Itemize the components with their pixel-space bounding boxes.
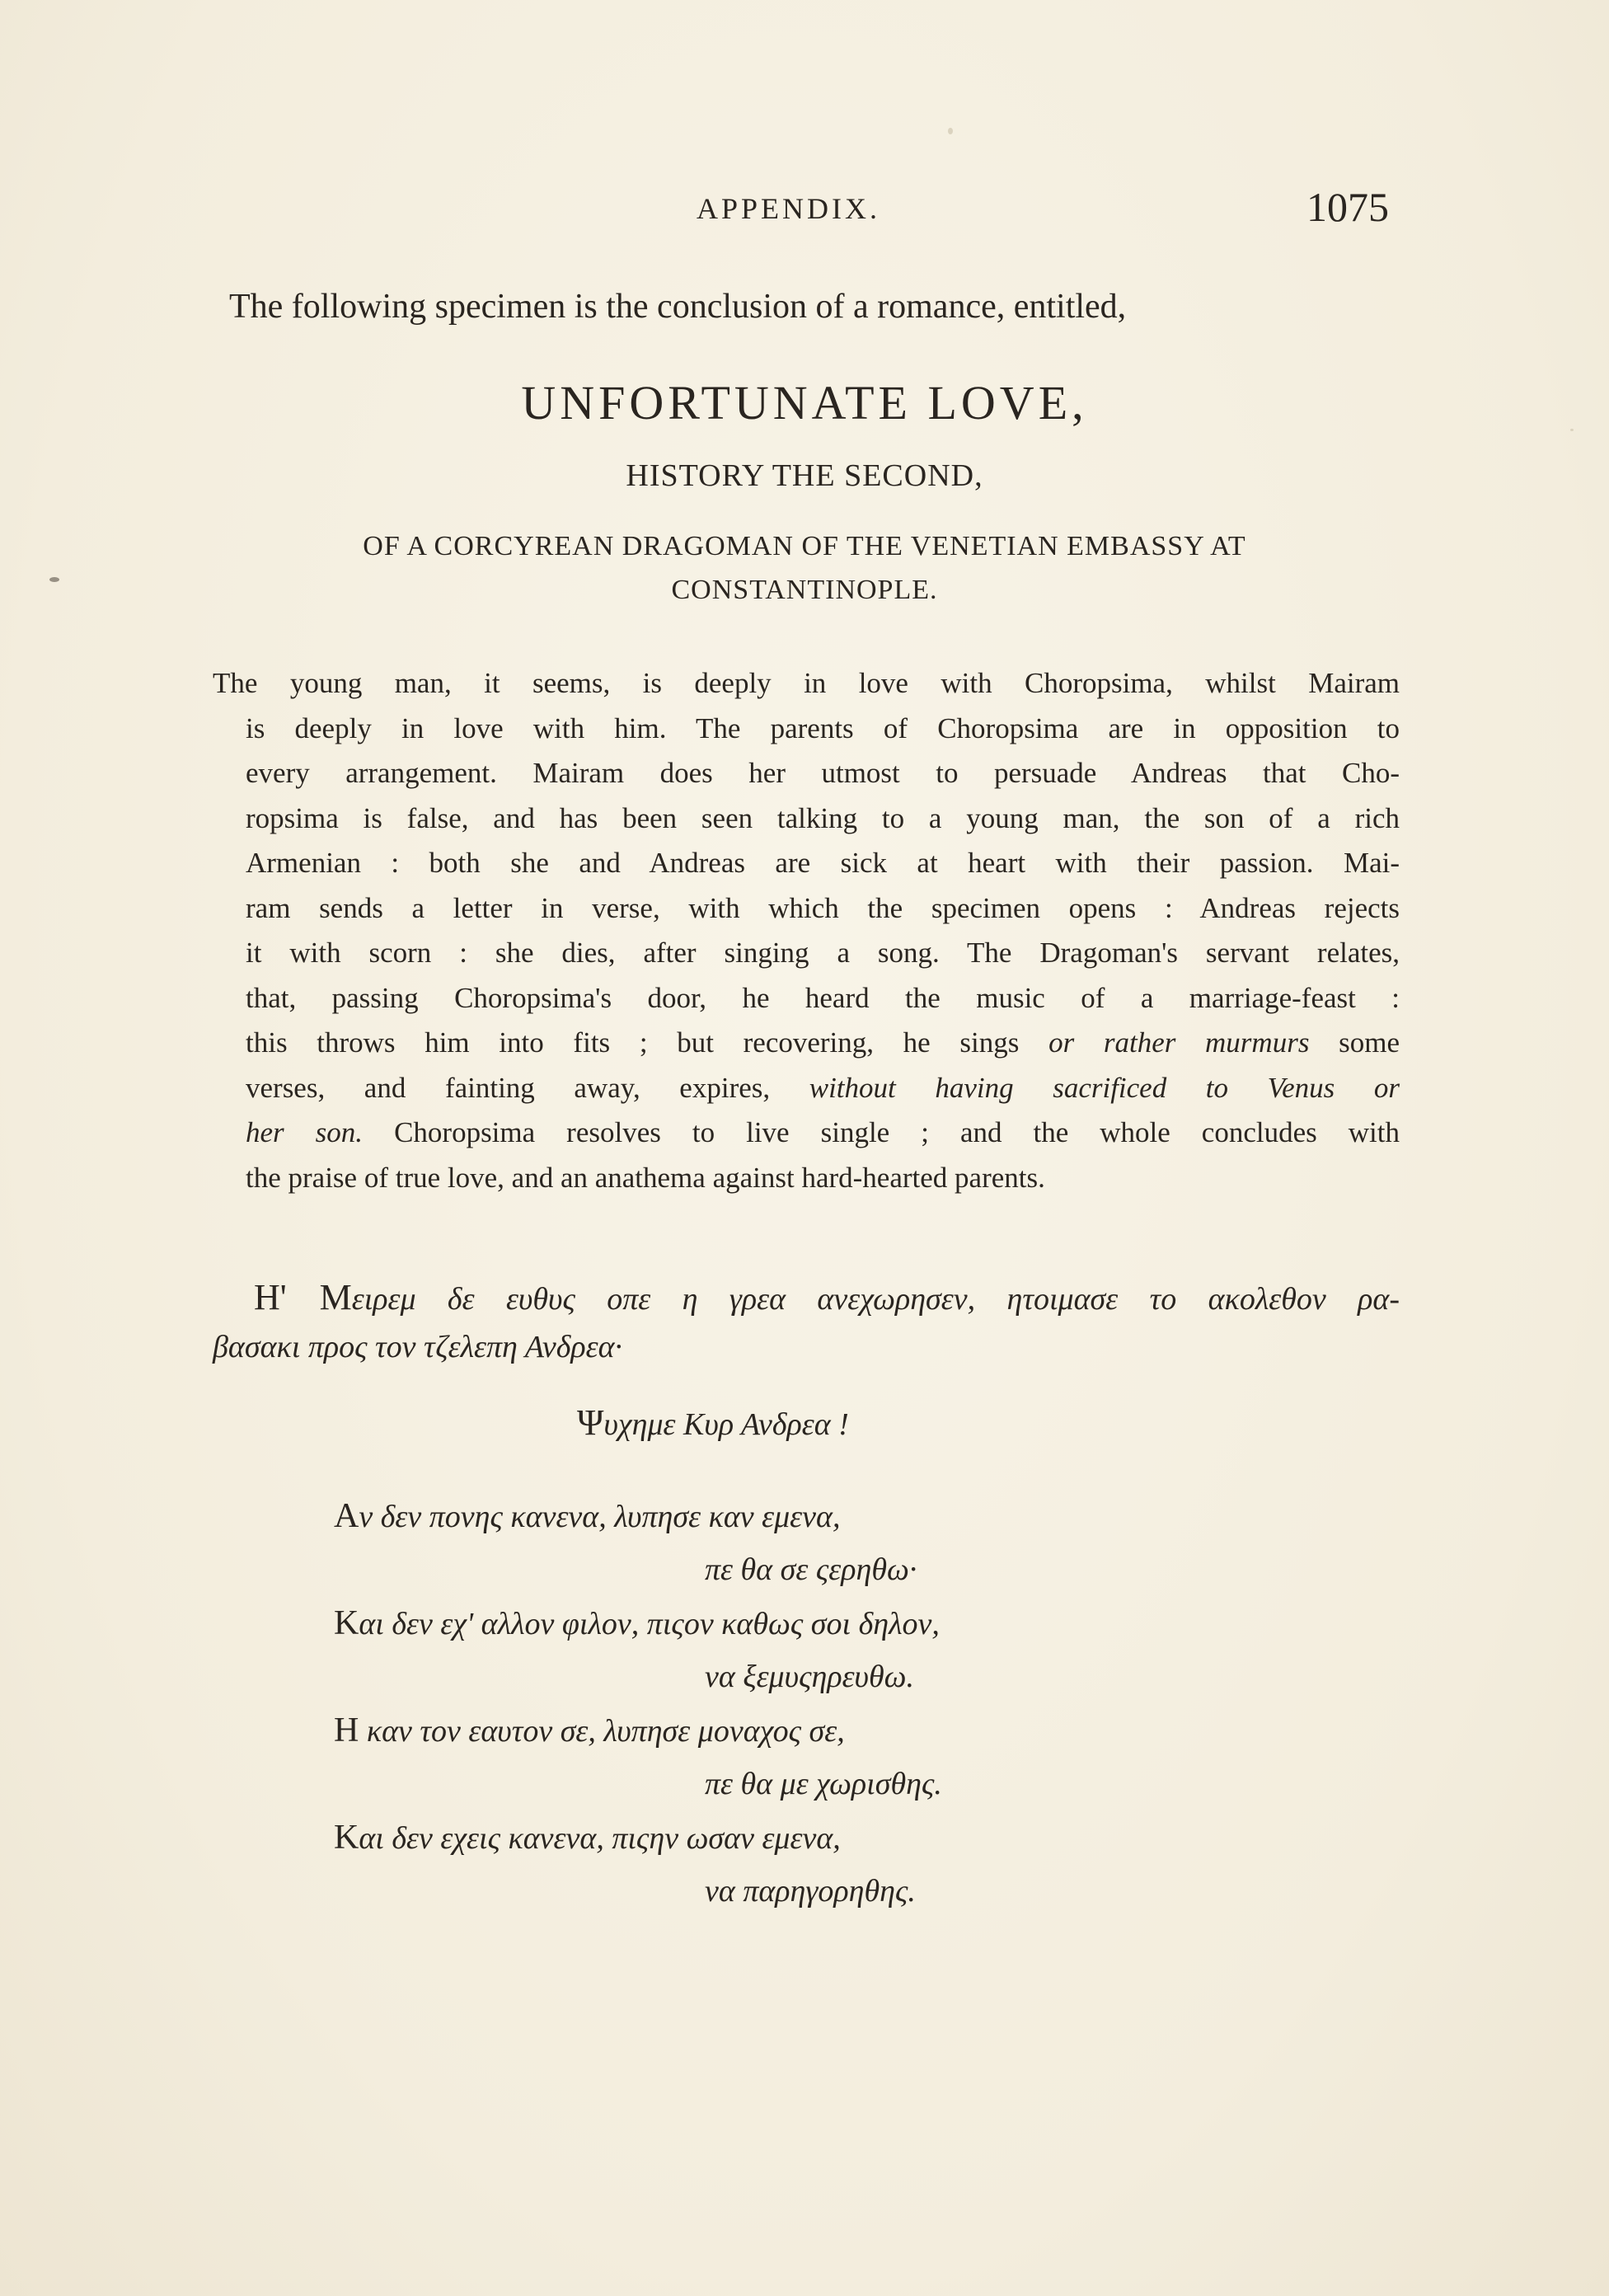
greek-text: υχημε Κυρ Ανδρεα ! <box>603 1407 849 1442</box>
greek-salutation <box>577 1402 849 1444</box>
page-title: UNFORTUNATE LOVE, <box>521 376 1088 430</box>
summary-line: the praise of true love, and an anathema against hard-hearted parents. <box>246 1161 1045 1194</box>
verse-cap: Κ <box>334 1819 359 1857</box>
summary-text: Choropsima resolves to live single ; and the whole concludes with <box>394 1116 1400 1148</box>
summary-line: that, passing Choropsima's door, he heard the music of a marriage-feast : <box>246 981 1400 1014</box>
verse-line: να παρηγορηθης. <box>705 1874 916 1909</box>
greek-text: ειρεμ δε ευθυς οπε η γρεα ανεχωρησεν, ητοιμασε το ακολεθον ρα- <box>351 1282 1400 1317</box>
summary-italic: without having sacrificed to Venus or <box>809 1071 1400 1104</box>
verse-text: αι δεν εχ' αλλον φιλον, πιςον καθως σοι δηλον, <box>359 1607 940 1641</box>
verse-line: να ξεμυςηρευθω. <box>705 1660 914 1694</box>
verse-text: καν τον εαυτον σε, λυπησε μοναχος σε, <box>359 1714 845 1749</box>
summary-line-mixed <box>213 1066 1400 1111</box>
summary-line: The young man, it seems, is deeply in love with Choropsima, whilst Mairam <box>213 667 1400 699</box>
intro-line: The following specimen is the conclusion of a romance, entitled, <box>229 288 1127 326</box>
verse-line <box>334 1496 840 1536</box>
summary-line: every arrangement. Mairam does her utmost to persuade Andreas that Cho- <box>246 757 1400 789</box>
verse-text: ν δεν πονης κανενα, λυπησε καν εμενα, <box>359 1500 841 1534</box>
summary-paragraph <box>213 661 1400 1200</box>
summary-text: this throws him into fits ; but recovering, he sings <box>246 1026 1020 1059</box>
summary-line: is deeply in love with him. The parents of Choropsima are in opposition to <box>246 711 1400 744</box>
summary-line: ropsima is false, and has been seen talking to a young man, the son of a rich <box>246 801 1400 834</box>
summary-line: Armenian : both she and Andreas are sick at heart with their passion. Mai- <box>246 847 1400 879</box>
subtitle-line-2: CONSTANTINOPLE. <box>671 575 938 605</box>
subtitle-line-1: OF A CORCYREAN DRAGOMAN OF THE VENETIAN EMBASSY AT <box>363 531 1246 561</box>
summary-text: verses, and fainting away, expires, <box>246 1071 771 1104</box>
running-head: APPENDIX. <box>697 192 881 225</box>
drop-cap: Η' Μ <box>254 1277 352 1317</box>
verse-cap: Κ <box>334 1604 359 1642</box>
greek-prose-line-2: βασακι προς τον τζελεπη Ανδρεα· <box>213 1330 623 1364</box>
verse-line: πε θα με χωρισθης. <box>705 1767 942 1801</box>
greek-prose-line-1 <box>254 1276 1400 1318</box>
verse-line <box>334 1603 940 1643</box>
summary-line: ram sends a letter in verse, with which the specimen opens : Andreas rejects <box>246 891 1400 924</box>
summary-text: some <box>1339 1026 1400 1059</box>
summary-line-mixed <box>213 1110 1400 1156</box>
summary-line-mixed <box>213 1021 1400 1066</box>
verse-line: πε θα σε ςερηθω· <box>705 1552 917 1587</box>
verse-text: αι δεν εχεις κανενα, πιςην ωσαν εμενα, <box>359 1821 841 1856</box>
verse-cap: Η <box>334 1711 359 1749</box>
summary-line: it with scorn : she dies, after singing a song. The Dragoman's servant relates, <box>246 937 1400 969</box>
subtitle: HISTORY THE SECOND, <box>626 458 983 493</box>
ink-spot <box>948 128 953 134</box>
drop-cap: Ψ <box>577 1402 604 1443</box>
verse-line <box>334 1711 845 1750</box>
verse-cap: Α <box>334 1497 359 1535</box>
summary-italic: or rather murmurs <box>1048 1026 1310 1059</box>
summary-italic: her son. <box>246 1116 364 1148</box>
page-number: 1075 <box>1306 184 1389 230</box>
verse-line <box>334 1818 841 1857</box>
